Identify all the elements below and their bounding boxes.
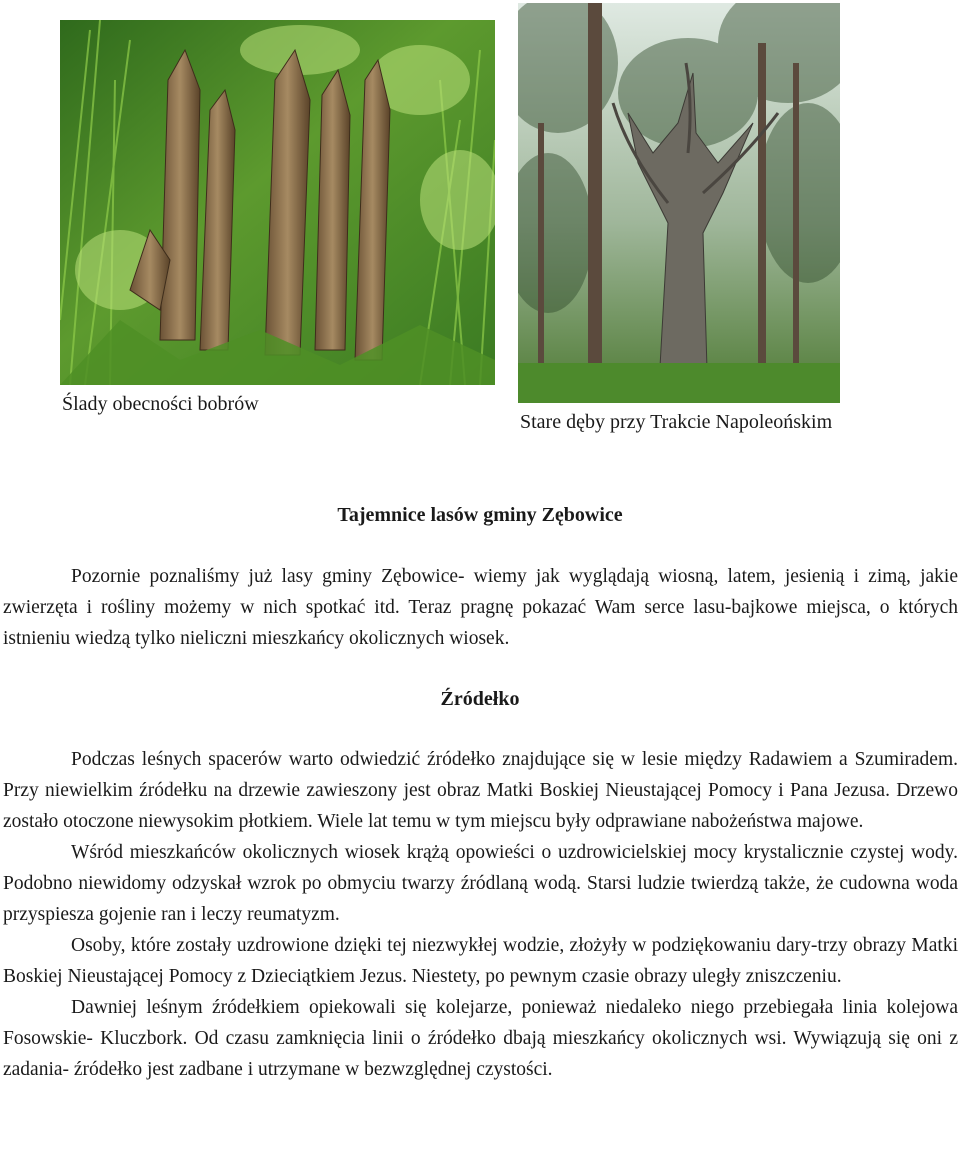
page-title: Tajemnice lasów gminy Zębowice	[337, 504, 623, 526]
old-oaks-photo	[518, 3, 840, 403]
intro-paragraph: Pozornie poznaliśmy już lasy gminy Zębowice- wiemy jak wyglądają wiosną, latem, jesienią i zimą, jakie zwierzęta i rośliny możemy w nich spotkać itd. Teraz pragnę pokazać Wam serce lasu-bajkowe miejsca, o których istnieniu wiedzą tylko nieliczni mieszkańcy okolicznych wiosek.	[3, 566, 958, 649]
section-title: Źródełko	[440, 688, 520, 710]
body-paragraph: Wśród mieszkańców okolicznych wiosek krążą opowieści o uzdrowicielskiej mocy krystalicznie czystej wody. Podobno niewidomy odzyskał wzrok po obmyciu twarzy źródlaną wodą. Starsi ludzie twierdzą także, że cudowna woda przyspiesza gojenie ran i leczy reumatyzm.	[3, 842, 958, 925]
body-paragraph: Dawniej leśnym źródełkiem opiekowali się kolejarze, ponieważ niedaleko niego przebiegała linia kolejowa Fosowskie- Kluczbork. Od czasu zamknięcia linii o źródełko dbają mieszkańcy okolicznych wsi. Wywiązują się oni z zadania- źródełko jest zadbane i utrzymane w bezwzględnej czystości.	[3, 997, 958, 1080]
body-paragraph: Osoby, które zostały uzdrowione dzięki tej niezwykłej wodzie, złożyły w podziękowaniu dary-trzy obrazy Matki Boskiej Nieustającej Pomocy z Dzieciątkiem Jezus. Niestety, po pewnym czasie obrazy uległy zniszczeniu.	[3, 935, 958, 987]
figure-caption-beavers: Ślady obecności bobrów	[62, 393, 259, 415]
beaver-stumps-photo	[60, 20, 495, 385]
body-paragraph: Podczas leśnych spacerów warto odwiedzić źródełko znajdujące się w lesie między Radawiem a Szumiradem. Przy niewielkim źródełku na drzewie zawieszony jest obraz Matki Boskiej Nieustającej Pomocy i Pana Jezusa. Drzewo zostało otoczone niewysokim płotkiem. Wiele lat temu w tym miejscu były odprawiane nabożeństwa majowe.	[3, 749, 958, 832]
figure-caption-oaks: Stare dęby przy Trakcie Napoleońskim	[520, 411, 833, 433]
section-body	[3, 744, 958, 1085]
